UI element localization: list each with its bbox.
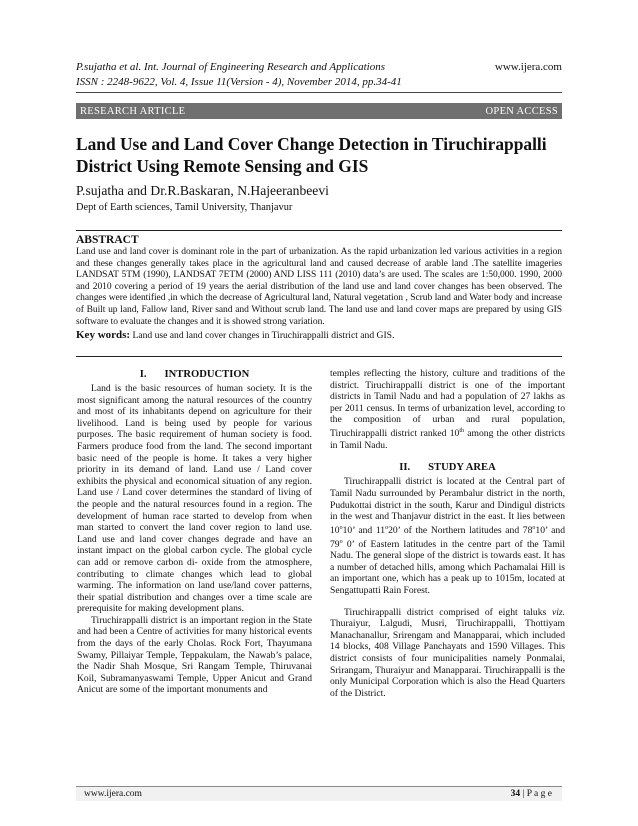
abstract-text: Land use and land cover is dominant role in the part of urbanization. As the rapid urbanization led various activities in a region and these changes generally takes place in the agricultural land and caused decrease of arable land .The satellite imageries LANDSAT 5TM (1990), LANDSAT 7ETM (2000) AND LISS 111 (2010) data’s are used. The scales are 1:50,000. 1990, 2000 and 2010 covering a period of 19 years the aerial distribution of the land use and land cover changes has been observed. The changes were identified ,in which the decrease of Agricultural land, Natural vegetation , Scrub land and Water body and increase of Built up land, Fallow land, River sand and Without scrub land. The land use and land cover maps are prepared by using GIS software to evaluate the changes and it is showed strong variation. [76, 247, 562, 327]
study-p2-part-b: Thuraiyur, Lalgudi, Musri, Tiruchirappalli, Thottiyam Manachanallur, Srirengam and Manapparai, which included 14 blocks, 408 Village Panchayats and 1590 Villages. This district consists of four municipalities namely Ponmalai, Srirangam, Thuraiyur and Manapparai. Tiruchirappalli is the only Municipal Corporation which is also the Head Quarters of the District. [330, 618, 565, 699]
intro-cont-end: among the other districts in Tamil Nadu. [330, 428, 565, 451]
abstract-heading: ABSTRACT [76, 234, 139, 246]
study-p1-part-b: 10’ and 11 [342, 524, 386, 536]
citation-line-1: P.sujatha et al. Int. Journal of Engineering Research and Applications [76, 61, 385, 73]
footer-website[interactable]: www.ijera.com [84, 789, 142, 799]
keywords-text: Land use and land cover changes in Tiruchirappalli district and GIS. [130, 330, 395, 342]
degree-symbol-3: o [532, 524, 536, 531]
right-column [330, 368, 565, 699]
study-paragraph-2 [330, 607, 565, 700]
intro-paragraph-2: Tiruchirappalli district is an important region in the State and had been a Centre of activities for many historical events from the days of the early Cholas. Rock Fort, Thayumana Swamy, Pillaiyar Temple, Teppakulam, the Nawab’s palace, the Nadir Shah Mosque, Sri Rangam Temple, Thiruvanai Koil, Subramanyaswami Temple, Upper Anicut and Grand Anicut are some of the important monuments and [77, 614, 312, 696]
page-footer [76, 786, 562, 801]
citation-line-2: ISSN : 2248-9622, Vol. 4, Issue 11(Version - 4), November 2014, pp.34-41 [76, 75, 402, 88]
abstract-section [76, 230, 562, 357]
author-affiliation: Dept of Earth sciences, Tamil University, Thanjavur [76, 202, 293, 213]
paper-title: Land Use and Land Cover Change Detection in Tiruchirappalli District Using Remote Sensing and GIS [76, 134, 547, 176]
keywords-line [76, 329, 562, 343]
page-number: 34 [510, 789, 521, 799]
study-p1-part-e: 0’ of Eastern latitudes in the centre part of the Tamil Nadu. The general slope of the district is towards east. It has a number of detached hills, among which Pachamalai Hill is an important one, which has a peak up to 1015m, located at Sengattupatti Rain Forest. [330, 538, 565, 597]
journal-website[interactable]: www.ijera.com [494, 61, 562, 73]
study-p2-part-a: Tiruchirappalli district comprised of eight taluks [344, 606, 552, 618]
viz-abbreviation: viz. [551, 606, 565, 618]
study-area-number: II. [399, 462, 411, 474]
intro-paragraph-2-continued [330, 368, 565, 451]
study-area-title: STUDY AREA [428, 462, 496, 474]
study-area-heading [330, 461, 565, 475]
rank-superscript: th [459, 427, 465, 434]
study-p1-part-c: 20’ of the Northern latitudes and 78 [388, 524, 533, 536]
footer-page [511, 789, 552, 799]
degree-symbol-4: o [339, 538, 343, 545]
intro-number: I. [139, 369, 147, 380]
study-p1-part-d: 10’ and 79 [330, 524, 565, 550]
article-type-banner [76, 103, 562, 119]
keywords-label: Key words: [76, 329, 131, 342]
header-divider [76, 92, 562, 93]
intro-paragraph-1: Land is the basic resources of human society. It is the most significant among the natural resources of the country and most of its inhabitants depend on agriculture for their livelihood. Land is being used by people for various purposes. The basic requirement of human society is food. Farmers produce food from the land. The second important basic need of the people is home. It takes a very higher priority in its demand of land. Land use / Land cover exhibits the physical and economical situation of any region. Land use / Land cover determines the standard of living of the people and the natural resources found in a region. The development of human race started to develop from when man started to convert the land cover region to land use. Land use and land cover changes degrade and have an instant impact on the global carbon cycle. The global cycle can add or remove carbon di- oxide from the atmosphere, contributing to climate changes which lead to global warming. The information on land use/land cover patterns, their spatial distribution and changes over a time scale are prerequisite for making development plans. [77, 383, 312, 615]
study-paragraph-1 [330, 476, 565, 596]
degree-symbol-2: o [385, 524, 389, 531]
left-column [77, 368, 312, 696]
journal-citation [76, 60, 496, 89]
degree-symbol-1: o [339, 524, 343, 531]
open-access-label: OPEN ACCESS [485, 105, 558, 117]
paper-authors: P.sujatha and Dr.R.Baskaran, N.Hajeeranbeevi [76, 183, 329, 198]
page-label: | P a g e [520, 789, 552, 799]
intro-heading [77, 368, 312, 382]
intro-cont-text: temples reflecting the history, culture and traditions of the district. Tiruchirappalli district is one of the important districts in Tamil Nadu and had a population of 27 lakhs as per 2011 census. In terms of urbanization level, according to the composition of urban and rural population, Tiruchirappalli district ranked 10 [330, 368, 565, 440]
research-article-label: RESEARCH ARTICLE [80, 105, 186, 117]
intro-title: INTRODUCTION [164, 369, 250, 380]
study-p1-part-a: Tiruchirappalli district is located at the Central part of Tamil Nadu surrounded by Perambalur district in the north, Pudukottai district in the south, Karur and Dindigul districts in the west and Thanjavur district in the east. It lies between 10 [330, 476, 565, 536]
